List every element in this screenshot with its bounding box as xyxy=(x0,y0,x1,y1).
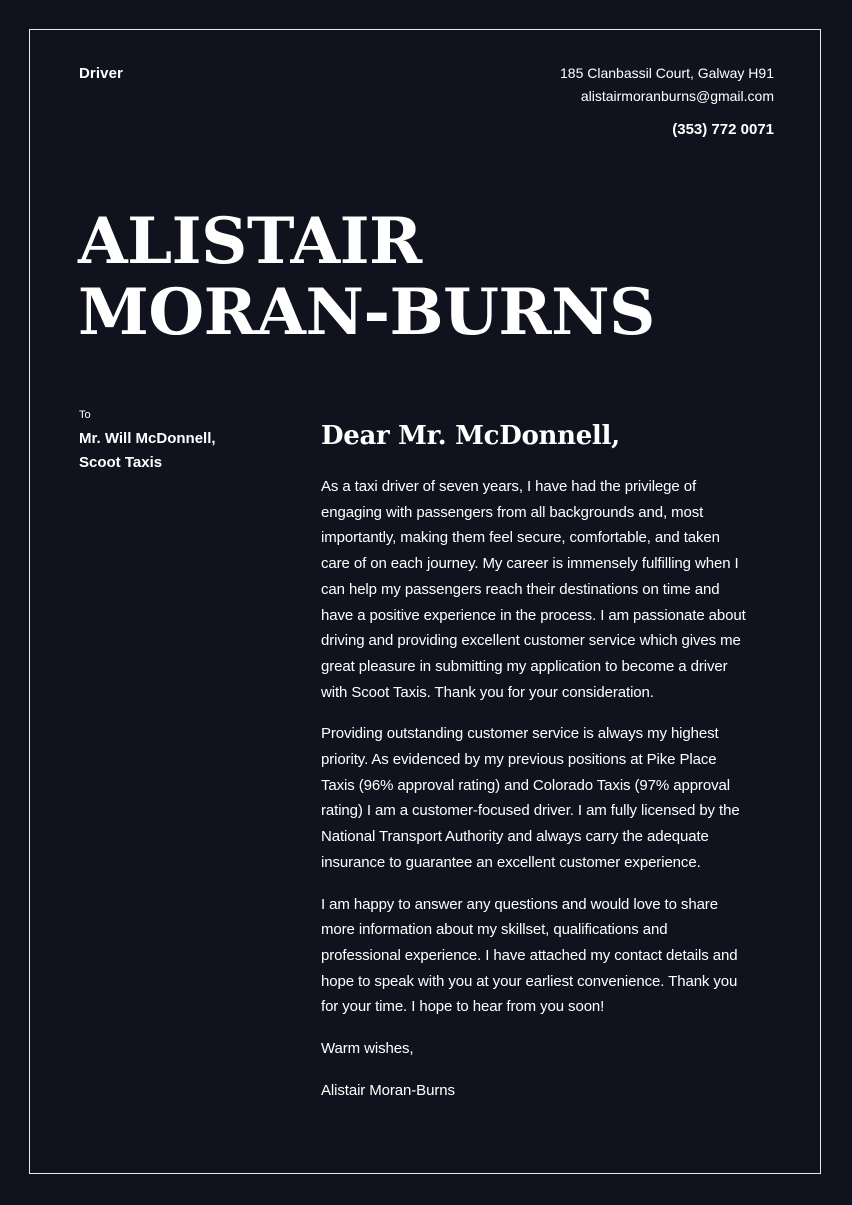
signature: Alistair Moran-Burns xyxy=(321,1081,455,1099)
recipient-company: Scoot Taxis xyxy=(79,454,163,471)
applicant-name xyxy=(78,206,655,348)
email: alistairmoranburns@gmail.com xyxy=(580,88,774,104)
paragraph-3: I am happy to answer any questions and would love to share more information about my skillset, qualifications and professional experience. I have attached my contact details and hope to speak with you at your earliest convenience. Thank you for your time. I hope to hear from you soon! xyxy=(321,895,738,1016)
to-label: To xyxy=(79,409,91,421)
salutation: Dear Mr. McDonnell, xyxy=(321,421,620,451)
paragraph-1: As a taxi driver of seven years, I have had the privilege of engaging with passengers from all backgrounds and, most importantly, making them feel secure, comfortable, and taken care of on each journey. My career is immensely fulfilling when I can help my passengers reach their destinations on time and have a positive experience in the process. I am passionate about driving and providing excellent customer service which gives me great pleasure in submitting my application to become a driver with Scoot Taxis. Thank you for your consideration. xyxy=(321,478,746,701)
recipient-block xyxy=(79,409,216,475)
contact-block xyxy=(560,62,774,141)
job-title: Driver xyxy=(79,65,123,82)
letter-body xyxy=(321,418,751,1119)
first-name: ALISTAIR xyxy=(78,204,422,279)
recipient-name: Mr. Will McDonnell, xyxy=(79,430,216,447)
address: 185 Clanbassil Court, Galway H91 xyxy=(560,65,774,81)
last-name: MORAN-BURNS xyxy=(78,275,655,350)
closing: Warm wishes, xyxy=(321,1040,414,1058)
paragraph-2: Providing outstanding customer service is always my highest priority. As evidenced by my previous positions at Pike Place Taxis (96% approval rating) and Colorado Taxis (97% approval rating) I am a customer-focused driver. I am fully licensed by the National Transport Authority and always carry the adequate insurance to guarantee an excellent customer experience. xyxy=(321,725,740,871)
phone-number: (353) 772 0071 xyxy=(672,121,774,138)
